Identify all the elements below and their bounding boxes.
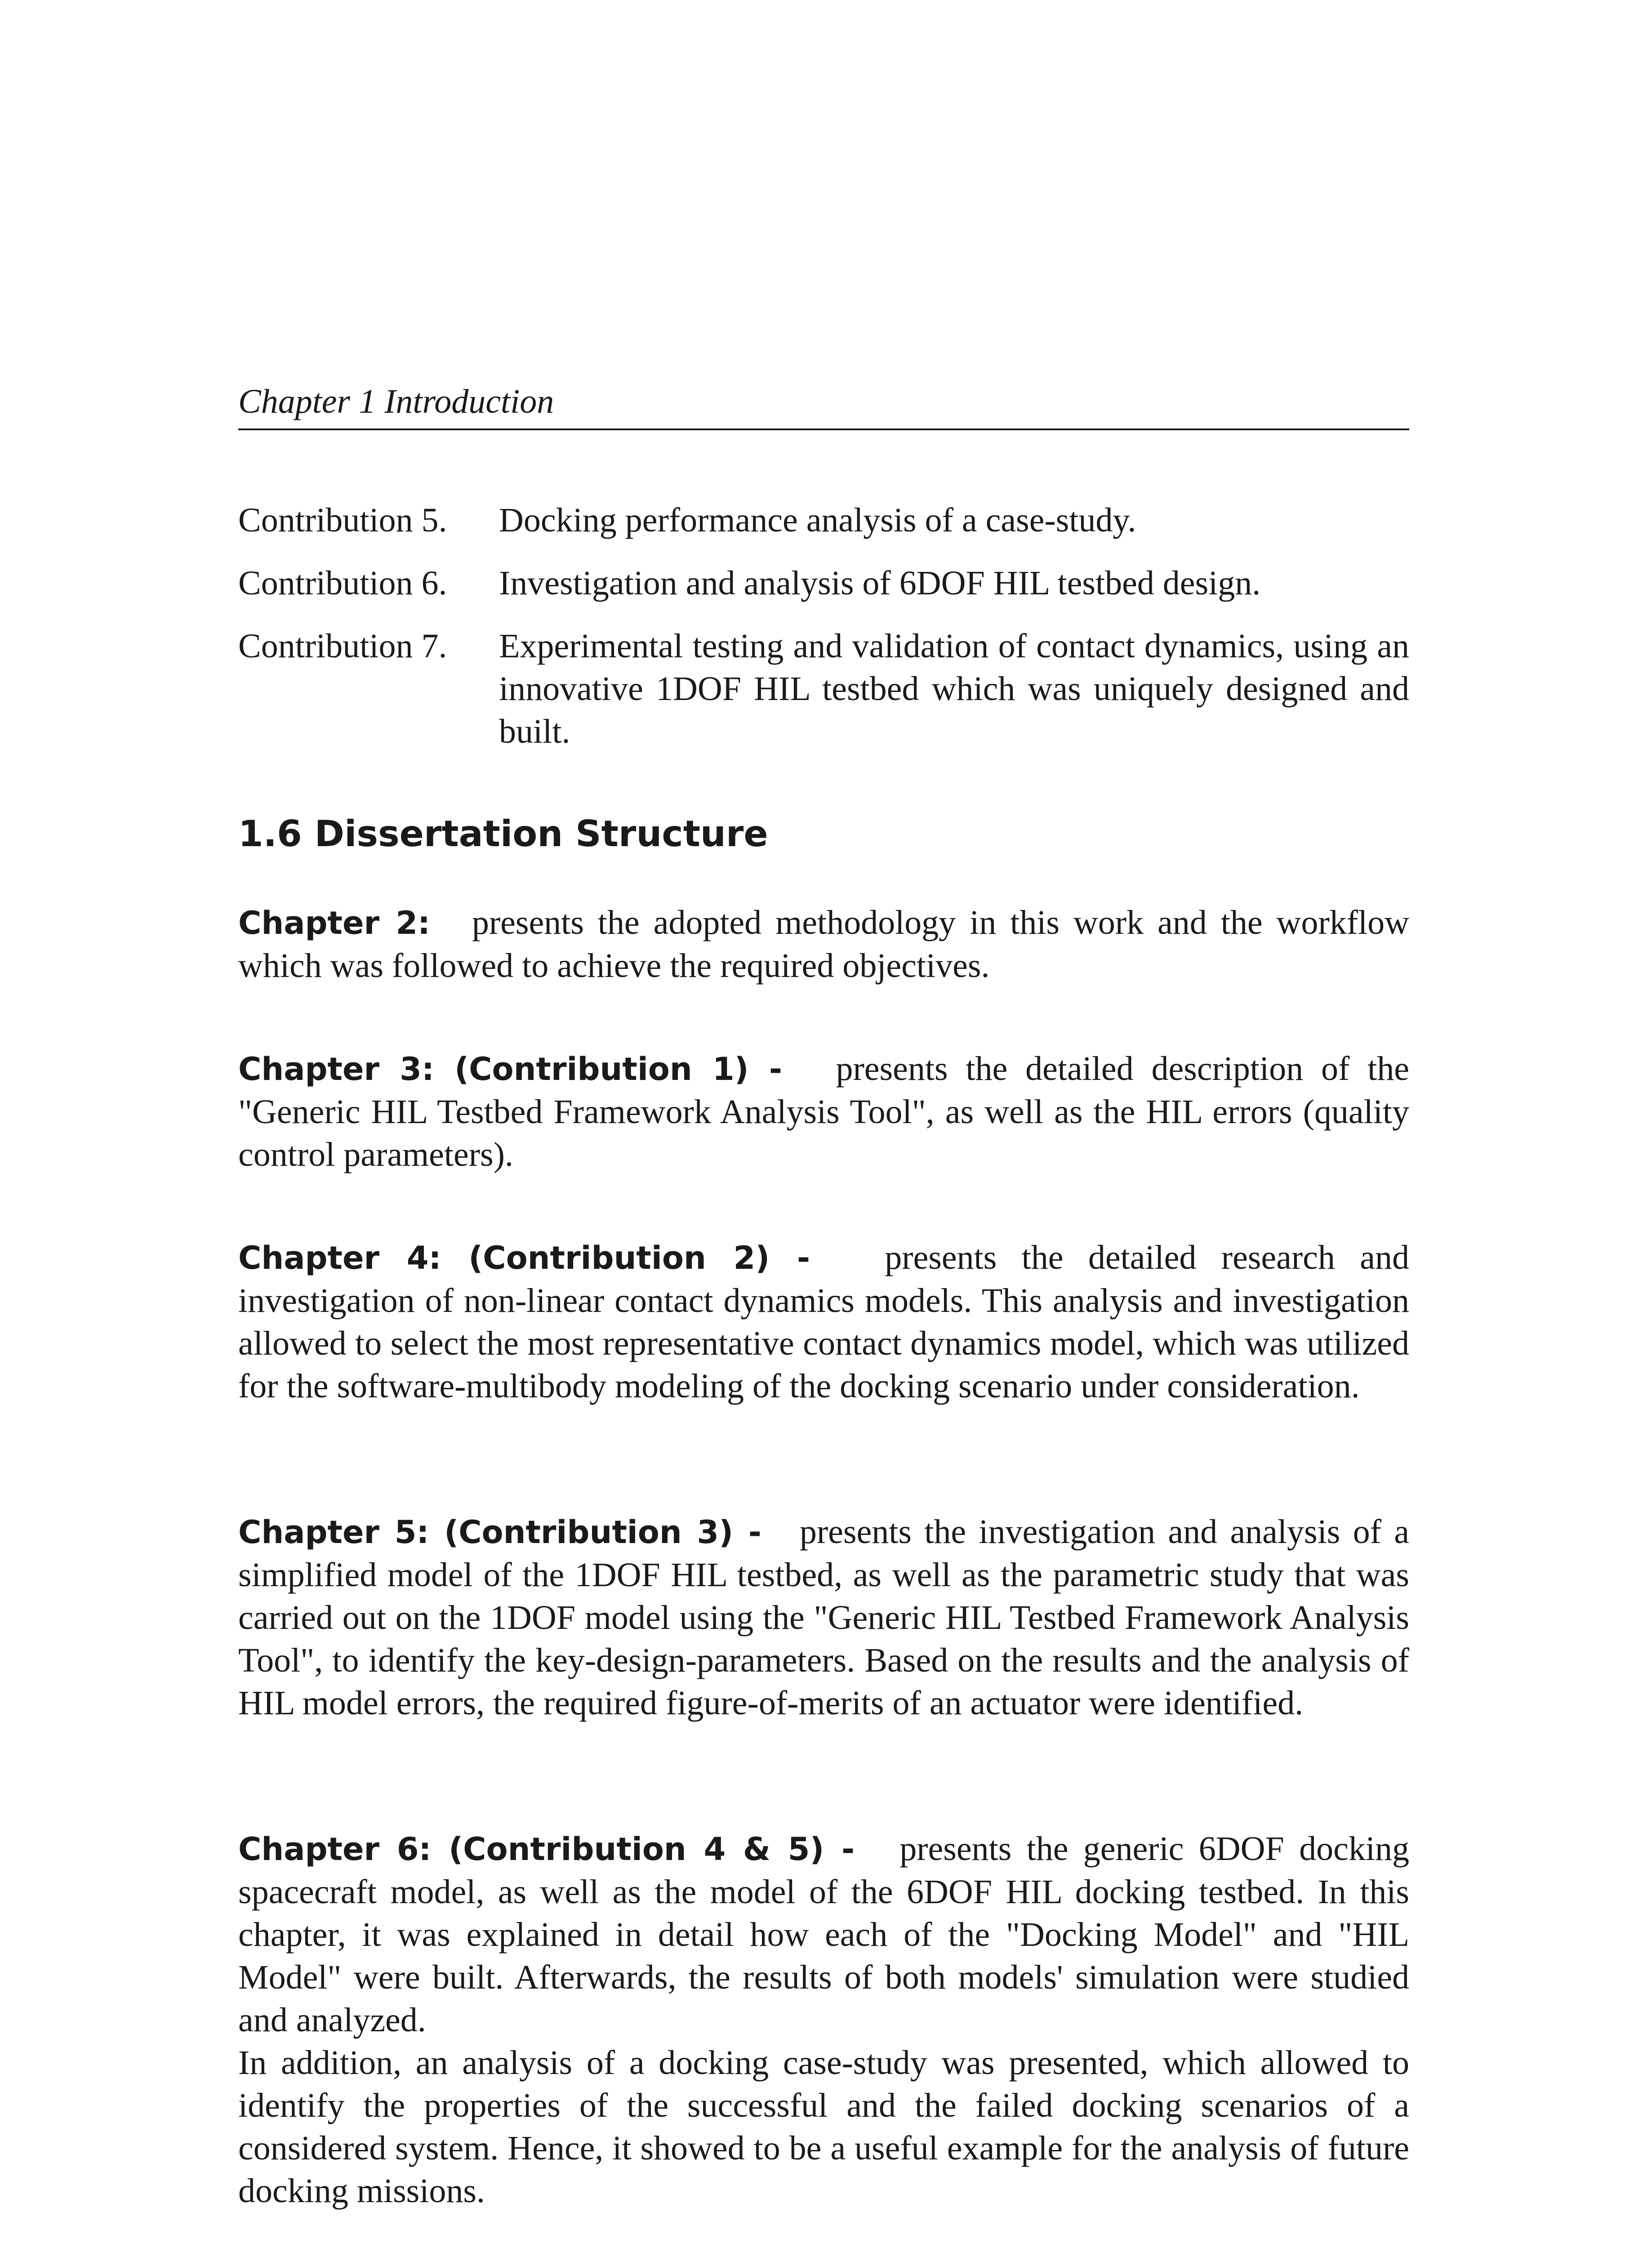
contribution-item <box>238 499 1409 542</box>
running-header: Chapter 1 Introduction <box>238 383 554 420</box>
chapter-summary-2 <box>238 901 1409 987</box>
chapter-text: presents the adopted methodology in this work and the workflow which was followed to achieve the required objectives. <box>238 904 1409 985</box>
chapter-text: presents the detailed research and investigation of non-linear contact dynamics models. This analysis and investigation allowed to select the most representative contact dynamics model, which was utilized for the software-multibody modeling of the docking scenario under consideration. <box>238 1239 1409 1405</box>
chapter-lead: Chapter 3: (Contribution 1) - <box>238 1051 782 1088</box>
contribution-label: Contribution 6. <box>238 564 447 602</box>
section-heading: 1.6 Dissertation Structure <box>238 813 768 855</box>
contribution-label: Contribution 7. <box>238 627 447 665</box>
contribution-item <box>238 562 1409 605</box>
chapter-lead: Chapter 6: (Contribution 4 & 5) - <box>238 1831 855 1868</box>
chapter-text: presents the generic 6DOF docking spacecraft model, as well as the model of the 6DOF HIL docking testbed. In this chapter, it was explained in detail how each of the "Docking Model" and "HIL Model" were built. Afterwards, the results of both models' simulation were studied and analyzed. <box>238 1830 1410 2039</box>
header-rule <box>238 428 1409 430</box>
chapter-summary-3 <box>238 1048 1409 1176</box>
contribution-item <box>238 625 1409 753</box>
chapter-text: presents the detailed description of the "Generic HIL Testbed Framework Analysis Tool", as well as the HIL errors (quality control parameters). <box>238 1050 1409 1173</box>
chapter-summary-5 <box>238 1511 1409 1725</box>
chapter-text-continued: In addition, an analysis of a docking case-study was presented, which allowed to identify the properties of the successful and the failed docking scenarios of a considered system. Hence, it showed to be a useful example for the analysis of future docking missions. <box>238 2044 1409 2210</box>
chapter-lead: Chapter 4: (Contribution 2) - <box>238 1240 810 1276</box>
chapter-text: presents the investigation and analysis of a simplified model of the 1DOF HIL testbed, as well as the parametric study that was carried out on the 1DOF model using the "Generic HIL Testbed Framework Analysis Tool", to identify the key-design-parameters. Based on the results and the analysis of HIL model errors, the required figure-of-merits of an actuator were identified. <box>238 1513 1409 1722</box>
contribution-label: Contribution 5. <box>238 501 447 539</box>
chapter-lead: Chapter 5: (Contribution 3) - <box>238 1514 761 1551</box>
chapter-summary-6 <box>238 1828 1409 2212</box>
chapter-lead: Chapter 2: <box>238 905 431 941</box>
contribution-text: Experimental testing and validation of contact dynamics, using an innovative 1DOF HIL testbed which was uniquely designed and built. <box>499 627 1409 750</box>
contribution-text: Investigation and analysis of 6DOF HIL testbed design. <box>499 564 1261 602</box>
contribution-text: Docking performance analysis of a case-study. <box>499 501 1136 539</box>
chapter-summary-4 <box>238 1236 1409 1408</box>
